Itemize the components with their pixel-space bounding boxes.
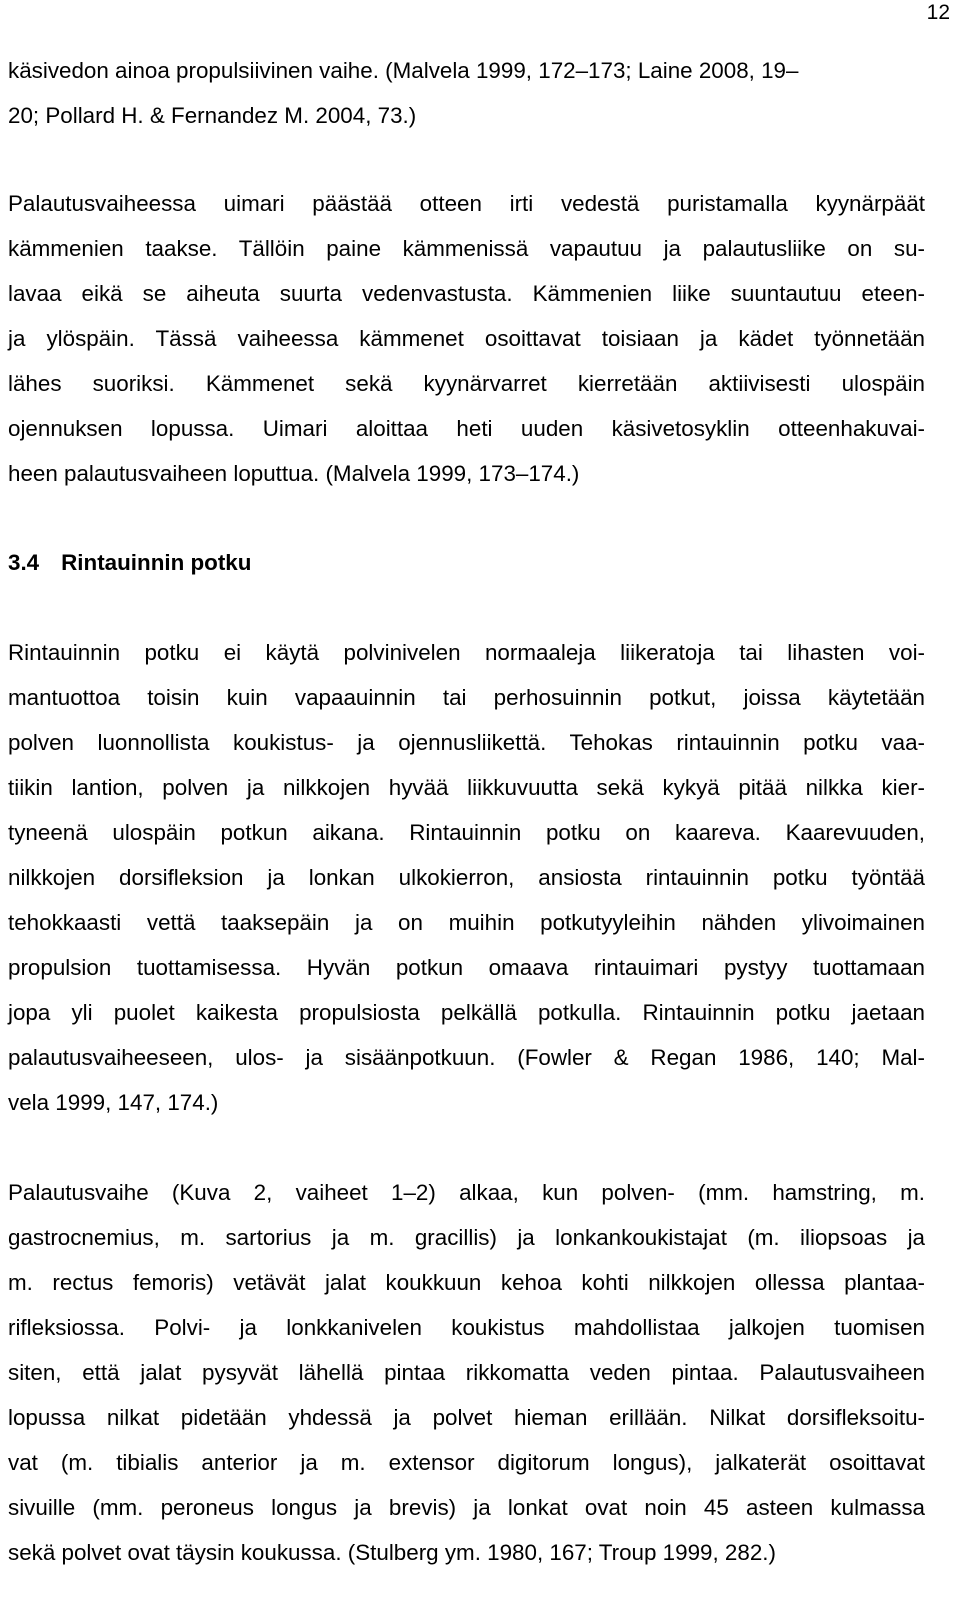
paragraph-4-line-2: gastrocnemius, m. sartorius ja m. gracillis) ja lonkankoukistajat (m. iliopsoas ja	[8, 1225, 925, 1250]
paragraph-3-line-5: tyneenä ulospäin potkun aikana. Rintauinnin potku on kaareva. Kaarevuuden,	[8, 820, 925, 845]
paragraph-3-line-2: mantuottoa toisin kuin vapaauinnin tai perhosuinnin potkut, joissa käytetään	[8, 685, 925, 710]
paragraph-4-line-5: siten, että jalat pysyvät lähellä pintaa rikkomatta veden pintaa. Palautusvaiheen	[8, 1360, 925, 1385]
paragraph-2-line-1: Palautusvaiheessa uimari päästää otteen irti vedestä puristamalla kyynärpäät	[8, 191, 925, 216]
paragraph-3-line-3: polven luonnollista koukistus- ja ojennusliikettä. Tehokas rintauinnin potku vaa-	[8, 730, 925, 755]
paragraph-4-line-4: rifleksiossa. Polvi- ja lonkkanivelen koukistus mahdollistaa jalkojen tuomisen	[8, 1315, 925, 1340]
paragraph-2-line-6: ojennuksen lopussa. Uimari aloittaa heti uuden käsivetosyklin otteenhakuvai-	[8, 416, 925, 441]
paragraph-3-line-8: propulsion tuottamisessa. Hyvän potkun omaava rintauimari pystyy tuottamaan	[8, 955, 925, 980]
paragraph-4-line-8: sivuille (mm. peroneus longus ja brevis) ja lonkat ovat noin 45 asteen kulmassa	[8, 1495, 925, 1520]
paragraph-4-line-3: m. rectus femoris) vetävät jalat koukkuun kehoa kohti nilkkojen ollessa plantaa-	[8, 1270, 925, 1295]
paragraph-3-line-6: nilkkojen dorsifleksion ja lonkan ulkokierron, ansiosta rintauinnin potku työntää	[8, 865, 925, 890]
paragraph-4-line-9: sekä polvet ovat täysin koukussa. (Stulberg ym. 1980, 167; Troup 1999, 282.)	[8, 1540, 776, 1565]
paragraph-2-line-2: kämmenien taakse. Tällöin paine kämmenissä vapautuu ja palautusliike on su-	[8, 236, 925, 261]
paragraph-2-line-7: heen palautusvaiheen loputtua. (Malvela 1999, 173–174.)	[8, 461, 580, 486]
section-heading	[8, 549, 251, 577]
page-number: 12	[926, 1, 950, 24]
paragraph-3-line-11: vela 1999, 147, 174.)	[8, 1090, 219, 1115]
paragraph-3-line-1: Rintauinnin potku ei käytä polvinivelen normaaleja liikeratoja tai lihasten voi-	[8, 640, 925, 665]
section-title: Rintauinnin potku	[61, 550, 252, 575]
paragraph-2-line-5: lähes suoriksi. Kämmenet sekä kyynärvarret kierretään aktiivisesti ulospäin	[8, 371, 925, 396]
paragraph-2-line-3: lavaa eikä se aiheuta suurta vedenvastusta. Kämmenien liike suuntautuu eteen-	[8, 281, 925, 306]
section-number: 3.4	[8, 550, 40, 575]
paragraph-1-line-1: käsivedon ainoa propulsiivinen vaihe. (Malvela 1999, 172–173; Laine 2008, 19–	[8, 58, 799, 83]
paragraph-2-line-4: ja ylöspäin. Tässä vaiheessa kämmenet osoittavat toisiaan ja kädet työnnetään	[8, 326, 925, 351]
paragraph-3-line-10: palautusvaiheeseen, ulos- ja sisäänpotkuun. (Fowler & Regan 1986, 140; Mal-	[8, 1045, 925, 1070]
paragraph-4-line-7: vat (m. tibialis anterior ja m. extensor digitorum longus), jalkaterät osoittavat	[8, 1450, 925, 1475]
paragraph-1-line-2: 20; Pollard H. & Fernandez M. 2004, 73.)	[8, 103, 417, 128]
paragraph-3-line-4: tiikin lantion, polven ja nilkkojen hyvää liikkuvuutta sekä kykyä pitää nilkka kier-	[8, 775, 925, 800]
paragraph-3-line-9: jopa yli puolet kaikesta propulsiosta pelkällä potkulla. Rintauinnin potku jaetaan	[8, 1000, 925, 1025]
paragraph-4-line-1: Palautusvaihe (Kuva 2, vaiheet 1–2) alkaa, kun polven- (mm. hamstring, m.	[8, 1180, 925, 1205]
paragraph-3-line-7: tehokkaasti vettä taaksepäin ja on muihin potkutyyleihin nähden ylivoimainen	[8, 910, 925, 935]
paragraph-4-line-6: lopussa nilkat pidetään yhdessä ja polvet hieman erillään. Nilkat dorsifleksoitu-	[8, 1405, 925, 1430]
